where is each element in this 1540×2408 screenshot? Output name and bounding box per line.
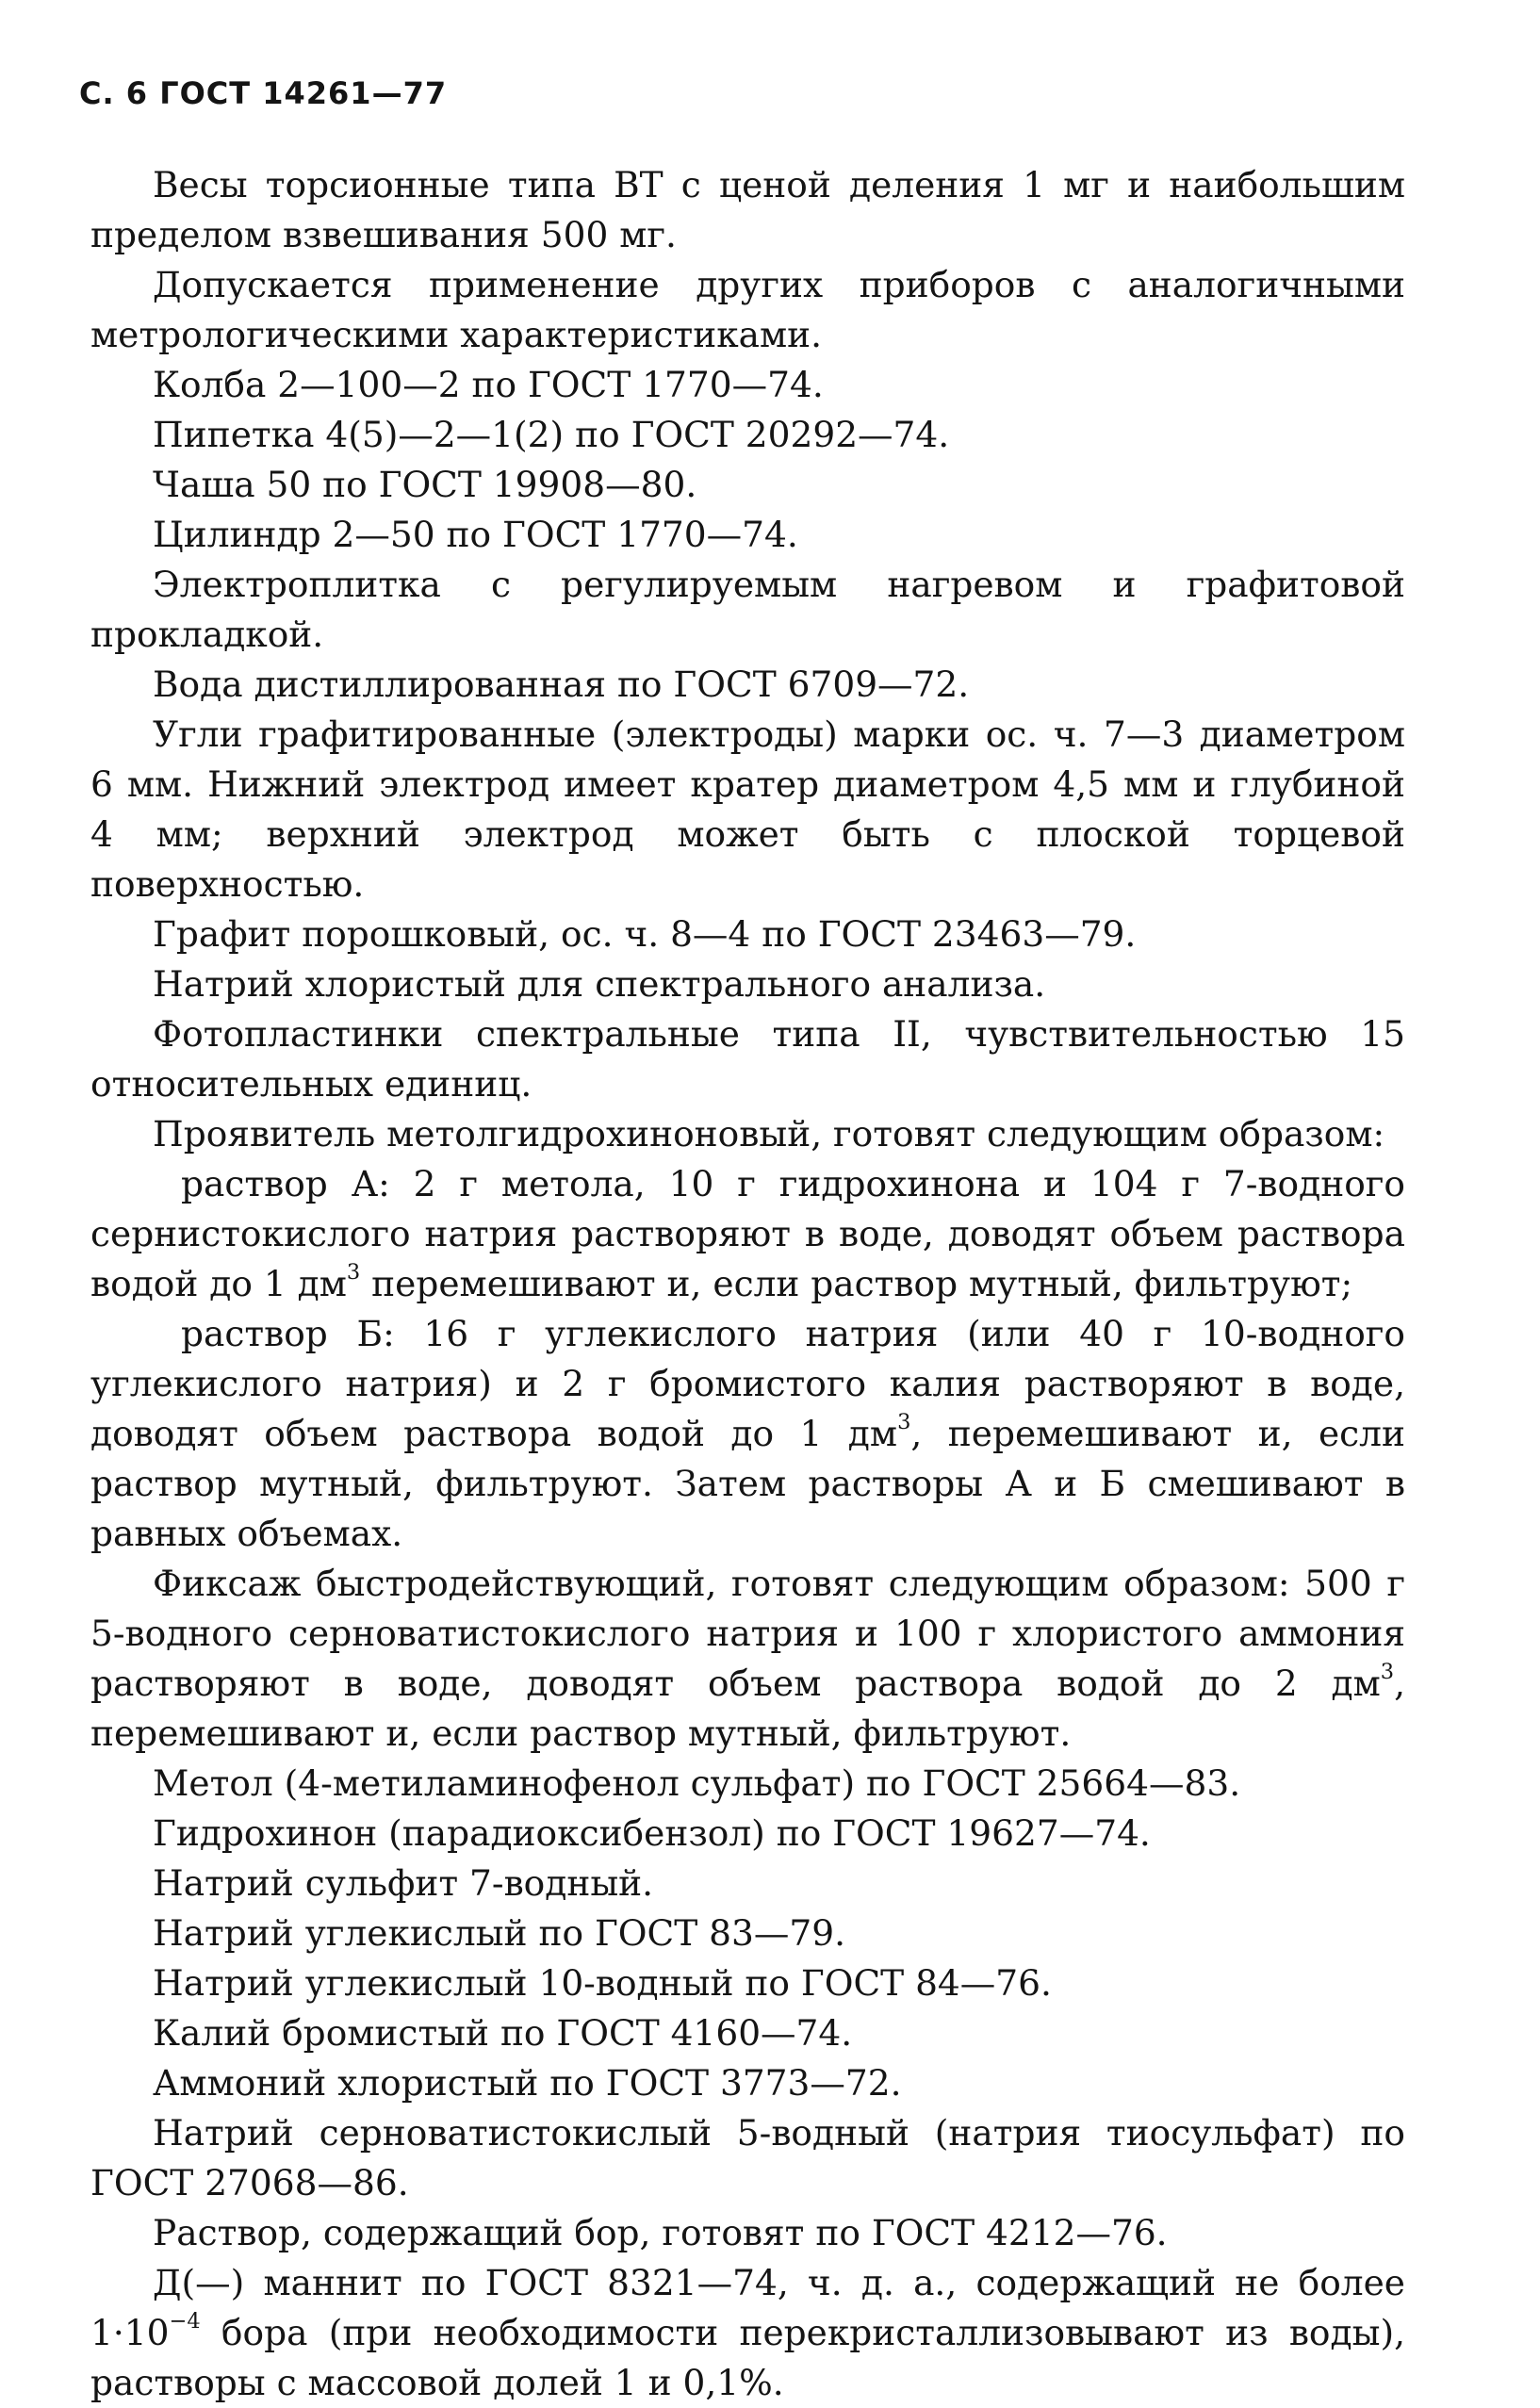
paragraph-hotplate: Электроплитка с регулируемым нагревом и графитовой прокладкой.: [90, 564, 1405, 655]
paragraph-sodium-chloride: Натрий хлористый для спектрального анализа.: [153, 963, 1046, 1005]
paragraph-hydroquinone: Гидрохинон (парадиоксибензол) по ГОСТ 19627—74.: [153, 1812, 1151, 1854]
paragraph-graphite-powder: Графит порошковый, ос. ч. 8—4 по ГОСТ 23463—79.: [153, 913, 1137, 955]
document-body: [90, 160, 1405, 2408]
paragraph-distilled-water: Вода дистиллированная по ГОСТ 6709—72.: [153, 663, 970, 705]
paragraph-allowed-instruments: Допускается применение других приборов с аналогичными метрологическими характеристиками.: [90, 264, 1405, 355]
paragraph-photo-plates: Фотопластинки спектральные типа II, чувствительностью 15 относительных единиц.: [90, 1013, 1405, 1105]
paragraph-developer: Проявитель метолгидрохиноновый, готовят следующим образом:: [153, 1113, 1385, 1155]
running-head: С. 6 ГОСТ 14261—77: [79, 75, 448, 111]
paragraph-mannitol: Д(—) маннит по ГОСТ 8321—74, ч. д. а., содержащий не более $1\cdot 10^{-4}$ бора (при необходимости перекристаллизовывают из воды), растворы с массовой долей 1 и 0,1%.: [90, 2262, 1405, 2403]
paragraph-sodium-carbonate: Натрий углекислый по ГОСТ 83—79.: [153, 1912, 846, 1954]
paragraph-sodium-thiosulfate: Натрий серноватистокислый 5-водный (натрия тиосульфат) по ГОСТ 27068—86.: [90, 2112, 1405, 2203]
paragraph-balance: Весы торсионные типа ВТ с ценой деления 1 мг и наибольшим пределом взвешивания 500 мг.: [90, 164, 1405, 255]
paragraph-ammonium-chloride: Аммоний хлористый по ГОСТ 3773—72.: [153, 2062, 902, 2104]
paragraph-solution-a: раствор А: 2 г метола, 10 г гидрохинона и 104 г 7-водного сернистокислого натрия растворяют в воде, доводят объем раствора водой до 1 $дм^3$ перемешивают и, если раствор мутный, фильтруют;: [90, 1163, 1405, 1304]
paragraph-pipette: Пипетка 4(5)—2—1(2) по ГОСТ 20292—74.: [153, 414, 950, 455]
paragraph-cylinder: Цилиндр 2—50 по ГОСТ 1770—74.: [153, 514, 798, 555]
paragraph-boron-solution: Раствор, содержащий бор, готовят по ГОСТ 4212—76.: [153, 2212, 1168, 2253]
paragraph-graphite-electrodes: Угли графитированные (электроды) марки ос. ч. 7—3 диаметром 6 мм. Нижний электрод имеет кратер диаметром 4,5 мм и глубиной 4 мм; верхний электрод может быть с плоской торцевой поверхностью.: [90, 713, 1405, 905]
paragraph-potassium-bromide: Калий бромистый по ГОСТ 4160—74.: [153, 2012, 853, 2054]
paragraph-sodium-carbonate-decahydrate: Натрий углекислый 10-водный по ГОСТ 84—76.: [153, 1962, 1052, 2004]
paragraph-bowl: Чаша 50 по ГОСТ 19908—80.: [153, 464, 697, 505]
paragraph-fixer: Фиксаж быстродействующий, готовят следующим образом: 500 г 5-водного серноватистокислого натрия и 100 г хлористого аммония растворяют в воде, доводят объем раствора водой до 2 $дм^3$, перемешивают и, если раствор мутный, фильтруют.: [90, 1563, 1405, 1754]
paragraph-solution-b: раствор Б: 16 г углекислого натрия (или 40 г 10-водного углекислого натрия) и 2 г бромистого калия растворяют в воде, доводят объем раствора водой до 1 $дм^3$, перемешивают и, если раствор мутный, фильтруют. Затем растворы А и Б смешивают в равных объемах.: [90, 1313, 1405, 1554]
paragraph-metol: Метол (4-метиламинофенол сульфат) по ГОСТ 25664—83.: [153, 1762, 1241, 1804]
paragraph-flask: Колба 2—100—2 по ГОСТ 1770—74.: [153, 364, 824, 405]
paragraph-sodium-sulfite: Натрий сульфит 7-водный.: [153, 1862, 654, 1904]
